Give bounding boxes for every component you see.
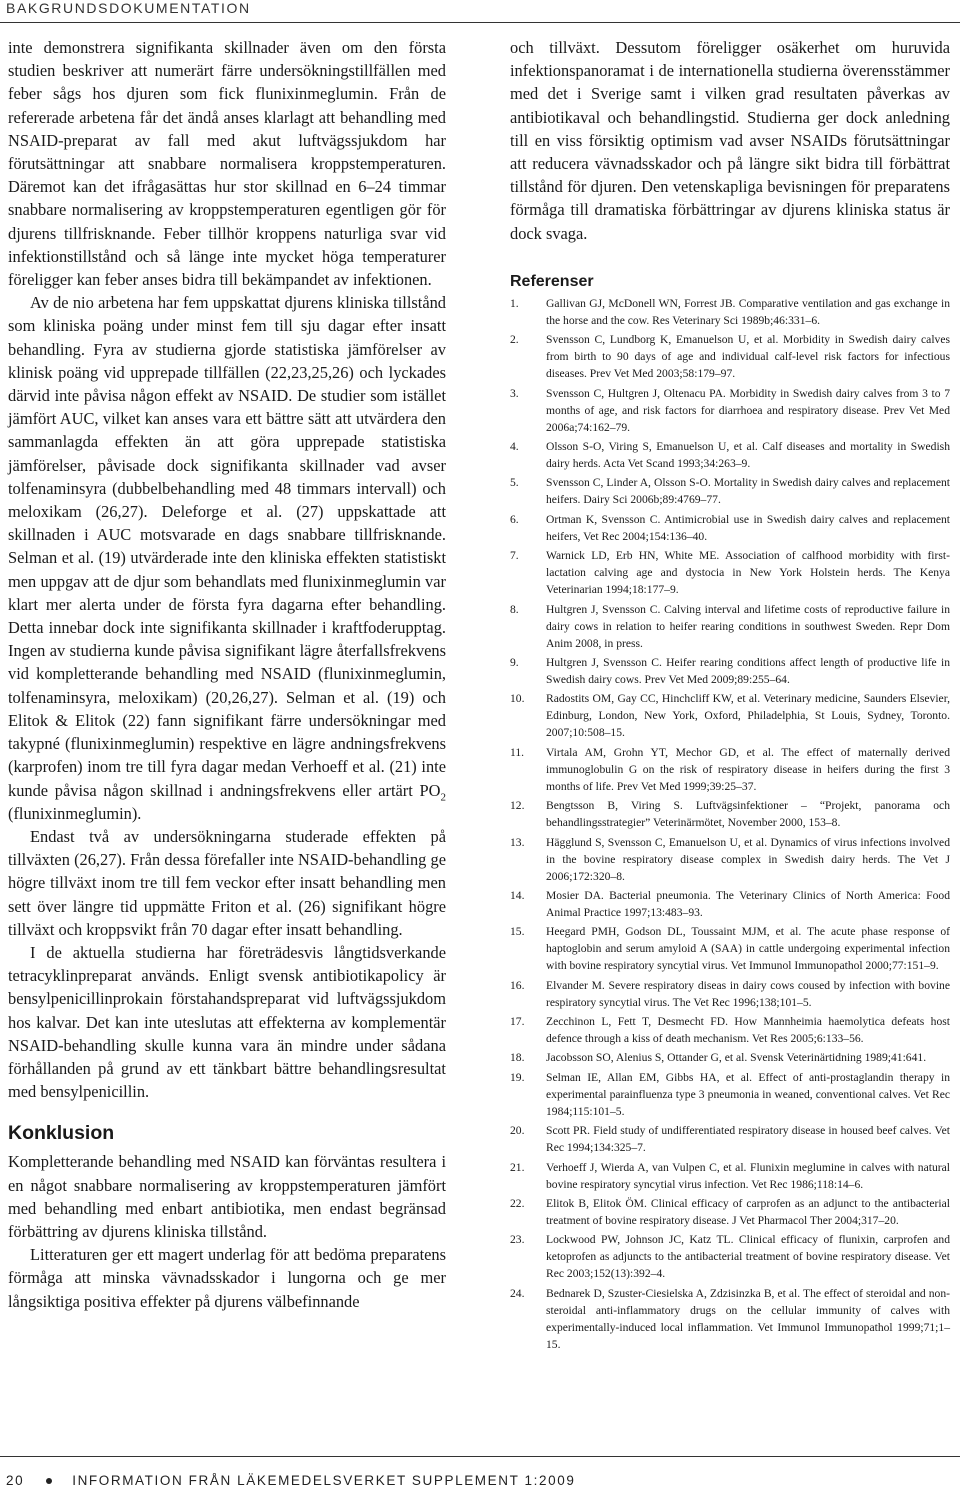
reference-item — [510, 601, 950, 652]
reference-item — [510, 331, 950, 382]
reference-text: Gallivan GJ, McDonell WN, Forrest JB. Comparative ventilation and gas exchange in the horse and the cow. Res Veterinary Sci 1989b;46:331–6. — [546, 296, 950, 327]
reference-text: Virtala AM, Grohn YT, Mechor GD, et al. The effect of maternally derived immunoglobulin G on the risk of respiratory disease in heifers during the first 3 months of life. Prev Vet Med 1999;39:25–37. — [546, 745, 950, 793]
reference-item — [510, 834, 950, 885]
reference-item — [510, 1231, 950, 1282]
reference-number: 2. — [510, 333, 519, 347]
reference-item — [510, 887, 950, 921]
conclusion-paragraph-1: Kompletterande behandling med NSAID kan förväntas resultera i en något snabbare normalisering av kroppstemperaturen jämfört med behandling med enbart antibiotika, men endast begränsad förbättring av djurens kliniska tillstånd. — [8, 1152, 446, 1241]
left-column — [8, 36, 446, 1313]
po2-tail: (flunixinmeglumin). — [8, 803, 142, 823]
reference-number: 10. — [510, 692, 525, 706]
reference-number: 13. — [510, 835, 525, 849]
reference-list — [510, 295, 950, 1353]
reference-item — [510, 797, 950, 831]
reference-text: Heegard PMH, Godson DL, Toussaint MJM, et al. The acute phase response of haptoglobin and serum amyloid A (SAA) in cattle undergoing experimental infection with bovine respiratory syncytial virus. Vet Immunol Immunopathol 2000;77:151–9. — [546, 925, 950, 973]
reference-number: 4. — [510, 440, 519, 453]
reference-item — [510, 1013, 950, 1047]
conclusion-heading: Konklusion — [8, 1122, 115, 1145]
reference-number: 23. — [510, 1233, 525, 1247]
reference-number: 24. — [510, 1286, 525, 1300]
reference-number: 9. — [510, 655, 519, 669]
reference-item — [510, 474, 950, 508]
right-column — [510, 36, 950, 1355]
footer-rule — [0, 1456, 960, 1457]
page-header-label: BAKGRUNDSDOKUMENTATION — [6, 0, 251, 16]
reference-item — [510, 511, 950, 545]
reference-number: 6. — [510, 512, 519, 526]
reference-item — [510, 1069, 950, 1120]
reference-number: 15. — [510, 925, 525, 939]
reference-item — [510, 1122, 950, 1156]
reference-text: Mosier DA. Bacterial pneumonia. The Veterinary Clinics of North America: Food Animal Practice 1997;13:483–93. — [546, 888, 950, 919]
reference-text: Hägglund S, Svensson C, Emanuelson U, et al. Dynamics of virus infections involved in the bovine respiratory disease complex in Swedish dairy herds. The Vet J 2006;172:320–8. — [546, 835, 950, 883]
body-paragraph-3: Endast två av undersökningarna studerade effekten på tillväxten (26,27). Från dessa förefaller inte NSAID-behandling ge högre tillväxt inom tre till fem veckor efter insatt behandling men sett över längre tid uppmätte Friton et al. (26) signifikant högre tillväxt och kroppsvikt från 70 dagar efter insatt behandling. — [8, 826, 446, 939]
page-footer — [6, 1473, 575, 1488]
reference-number: 14. — [510, 888, 525, 902]
reference-item — [510, 690, 950, 741]
reference-text: Hultgren J, Svensson C. Calving interval and lifetime costs of reproductive failure in dairy cows in relation to heifer rearing conditions in southwest Sweden. Repr Dom Anim 2008, in press. — [546, 602, 950, 650]
publication-title: INFORMATION FRÅN LÄKEMEDELSVERKET SUPPLEMENT 1:2009 — [72, 1473, 576, 1488]
reference-number: 20. — [510, 1124, 525, 1138]
reference-text: Selman IE, Allan EM, Gibbs HA, et al. Effect of anti-prostaglandin therapy in experimental parainfluenza type 3 pneumonia in weaned, conventional calves. Vet Rec 1984;115:101–5. — [546, 1070, 950, 1118]
continuation-paragraph: och tillväxt. Dessutom föreligger osäkerhet om huruvida infektionspanoramat i de internationella studierna överensstämmer med det i Sverige samt i vilken grad resultaten påverkas av antibiotikaval och behandlingstid. Studierna ger dock anledning till en viss försiktig optimism vad avser NSAIDs förutsättningar att reducera vävnadsskador och på längre sikt bidra till förbättrat tillstånd för djuren. Den vetenskapliga bevisningen för preparatens förmåga till dramatiska förbättringar av djurens kliniska status är dock svaga. — [510, 38, 950, 243]
reference-number: 11. — [510, 745, 525, 759]
reference-text: Hultgren J, Svensson C. Heifer rearing conditions affect length of productive life in Swedish dairy cows. Prev Vet Med 2009;89:255–64. — [546, 655, 950, 686]
reference-item — [510, 1049, 950, 1066]
reference-text: Bednarek D, Szuster-Ciesielska A, Zdzisinzka B, et al. The effect of steroidal and non-steroidal anti-inflammatory drugs on the cellular immunity of calves with experimentally-induced local inflammation. Vet Immunol Immunopathol 1999;71;1–15. — [546, 1286, 950, 1351]
reference-item — [510, 1285, 950, 1353]
reference-text: Svensson C, Hultgren J, Oltenacu PA. Morbidity in Swedish dairy calves from 3 to 7 months of age, and risk factors for diarrhoea and respiratory disease. Prev Vet Med 2006a;74:162–79. — [546, 386, 950, 434]
reference-item — [510, 977, 950, 1011]
reference-item — [510, 438, 950, 472]
reference-text: Verhoeff J, Wierda A, van Vulpen C, et al. Flunixin meglumine in calves with natural bovine respiratory syncytial virus infection. Vet Rec 1986;118:14–6. — [546, 1160, 950, 1191]
references-heading: Referenser — [510, 272, 594, 290]
reference-text: Svensson C, Lundborg K, Emanuelson U, et al. Morbidity in Swedish dairy calves from birth to 90 days of age and individual calf-level risk factors for infectious diseases. Prev Vet Med 2003;58:179–97. — [546, 333, 950, 381]
reference-text: Zecchinon L, Fett T, Desmecht FD. How Mannheimia haemolytica defeats host defence through a kiss of death mechanism. Vet Res 2005;6:133–56. — [546, 1015, 950, 1046]
reference-number: 1. — [510, 296, 519, 310]
reference-number: 3. — [510, 386, 519, 400]
reference-text: Ortman K, Svensson C. Antimicrobial use in Swedish dairy calves and replacement heifers, Vet Rec 2004;154:136–40. — [546, 512, 950, 543]
reference-text: Elvander M. Severe respiratory diseas in dairy cows coused by infection with bovine respiratory syncytial virus. The Vet Rec 1996;138;101–5. — [546, 978, 950, 1009]
reference-text: Svensson C, Linder A, Olsson S-O. Mortality in Swedish dairy calves and replacement heifers. Dairy Sci 2006b;89:4769–77. — [546, 476, 950, 507]
reference-item — [510, 654, 950, 688]
reference-number: 21. — [510, 1160, 525, 1174]
reference-text: Bengtsson B, Viring S. Luftvägsinfektioner – “Projekt, panorama och behandlingsstrategier” Veterinärmötet, November 2000, 153–8. — [546, 799, 950, 830]
reference-number: 22. — [510, 1197, 525, 1211]
body-paragraph-4: I de aktuella studierna har företrädesvis långtidsverkande tetracyklinpreparat används. Enligt svensk antibiotikapolicy är bensylpenicillinprokain förstahandspreparat vid luftvägssjukdom hos kalvar. Det kan inte uteslutas att effekterna av komplementär NSAID-behandling skulle kunna vara än mindre under sådana förhållanden på grund av ett tänkbart bättre behandlingsresultat med bensylpenicillin. — [8, 942, 446, 1102]
reference-number: 8. — [510, 602, 519, 616]
reference-number: 19. — [510, 1070, 525, 1084]
reference-item — [510, 547, 950, 598]
reference-text: Scott PR. Field study of undifferentiated respiratory disease in housed beef calves. Vet Rec 1994;134:325–7. — [546, 1124, 950, 1155]
po2-subscript: 2 — [440, 790, 446, 803]
reference-item — [510, 385, 950, 436]
reference-number: 12. — [510, 799, 525, 813]
reference-text: Warnick LD, Erb HN, White ME. Association of calfhood morbidity with first-lactation calving age and dystocia in New York Holstein herds. The Kenya Veterinarian 1994;18:177–9. — [546, 549, 950, 597]
body-paragraph-1: inte demonstrera signifikanta skillnader även om den första studien beskriver att numerärt färre undersökningstillfällen med feber sågs hos djuren som fick flunixinmeglumin. Från de refererade arbetena får det ändå anses klarlagt att behandling med NSAID-preparat av fall med akut luftvägssjukdom har förutsättningar att snabbare normalisera kroppstemperaturen. Däremot kan det ifrågasättas hur stor skillnad en 6–24 timmar snabbare normalisering av kroppstemperaturen egentligen gör för djurens tillfrisknande. Feber tillhör kroppens naturliga svar vid infektionstillstånd och så länge inte mycket höga temperaturer föreligger kan feber anses bidra till bekämpandet av infektionen. — [8, 38, 446, 290]
reference-item — [510, 1195, 950, 1229]
reference-text: Radostits OM, Gay CC, Hinchcliff KW, et al. Veterinary medicine, Saunders Elsevier, Edinburg, London, New York, Oxford, Philadelphia, St Louis, Sydney, Toronto. 2007;10:508–15. — [546, 692, 950, 740]
reference-text: Elitok B, Elitok ÖM. Clinical efficacy of carprofen as an adjunct to the antibacterial treatment of bovine respiratory disease. J Vet Pharmacol Ther 2004;317–20. — [546, 1197, 950, 1228]
bullet-separator — [46, 1478, 52, 1484]
reference-item — [510, 744, 950, 795]
reference-number: 7. — [510, 549, 519, 563]
reference-number: 5. — [510, 476, 519, 490]
reference-item — [510, 295, 950, 329]
reference-text: Olsson S-O, Viring S, Emanuelson U, et al. Calf diseases and mortality in Swedish dairy herds. Acta Vet Scand 1993;34:263–9. — [546, 440, 950, 470]
reference-number: 17. — [510, 1015, 525, 1029]
reference-number: 18. — [510, 1051, 525, 1065]
reference-item — [510, 1159, 950, 1193]
header-rule — [0, 22, 960, 23]
page-number: 20 — [6, 1473, 25, 1488]
body-paragraph-2 — [8, 291, 446, 825]
body-paragraph-2-text: Av de nio arbetena har fem uppskattat djurens kliniska tillstånd som kliniska poäng under minst fem till sju dagar efter insatt behandling. Fyra av studierna gjorde statistiska jämförelser av klinisk poäng vid upprepade tillfällen (22,23,25,26) och lyckades därvid inte påvisa någon effekt av NSAID. De studier som istället jämfört AUC, vilket kan anses vara ett bättre sätt att utvärdera den sammanlagda effekten än att göra upprepade statistiska jämförelser, påvisade dock signifikanta skillnader vad avser tolfenaminsyra (dubbelbehandling med 48 timmars intervall) och meloxikam (26,27). Deleforge et al. (27) uppskattade att skillnaden i AUC motsvarade en dags snabbare tillfrisknande. Selman et al. (19) utvärderade inte den kliniska effekten statistiskt men uppgav att de djur som behandlats med flunixinmeglumin var klart mer alerta under de första fyra dagarna efter behandling. Detta innebar dock inte signifikanta skillnader i kraftfoderupptag. Ingen av studierna kunde påvisa signifikant lägre återfallsfrekvens vid kompletterande behandling med NSAID (flunixinmeglumin, tolfenaminsyra, meloxikam) (20,26,27). Selman et al. (19) och Elitok & Elitok (22) fann signifikant färre undersökningar med takypné (flunixinmeglumin) respektive en lägre andningsfrekvens (karprofen) inom tre till fyra dagar medan Verhoeff et al. (21) inte kunde påvisa någon skillnad i andningsfrekvens eller artärt PO — [8, 293, 446, 800]
reference-text: Lockwood PW, Johnson JC, Katz TL. Clinical efficacy of flunixin, carprofen and ketoprofen as adjuncts to the antibacterial treatment of bovine respiratory disease. Vet Rec 2003;152(13):392–4. — [546, 1233, 950, 1281]
reference-number: 16. — [510, 978, 525, 992]
reference-text: Jacobsson SO, Alenius S, Ottander G, et al. Svensk Veterinärtidning 1989;41:641. — [546, 1051, 927, 1065]
conclusion-paragraph-2: Litteraturen ger ett magert underlag för att bedöma preparatens förmåga att minska vävnadsskador i lungorna och ge mer långsiktiga positiva effekter på djurens välbefinnande — [8, 1245, 446, 1311]
reference-item — [510, 923, 950, 974]
